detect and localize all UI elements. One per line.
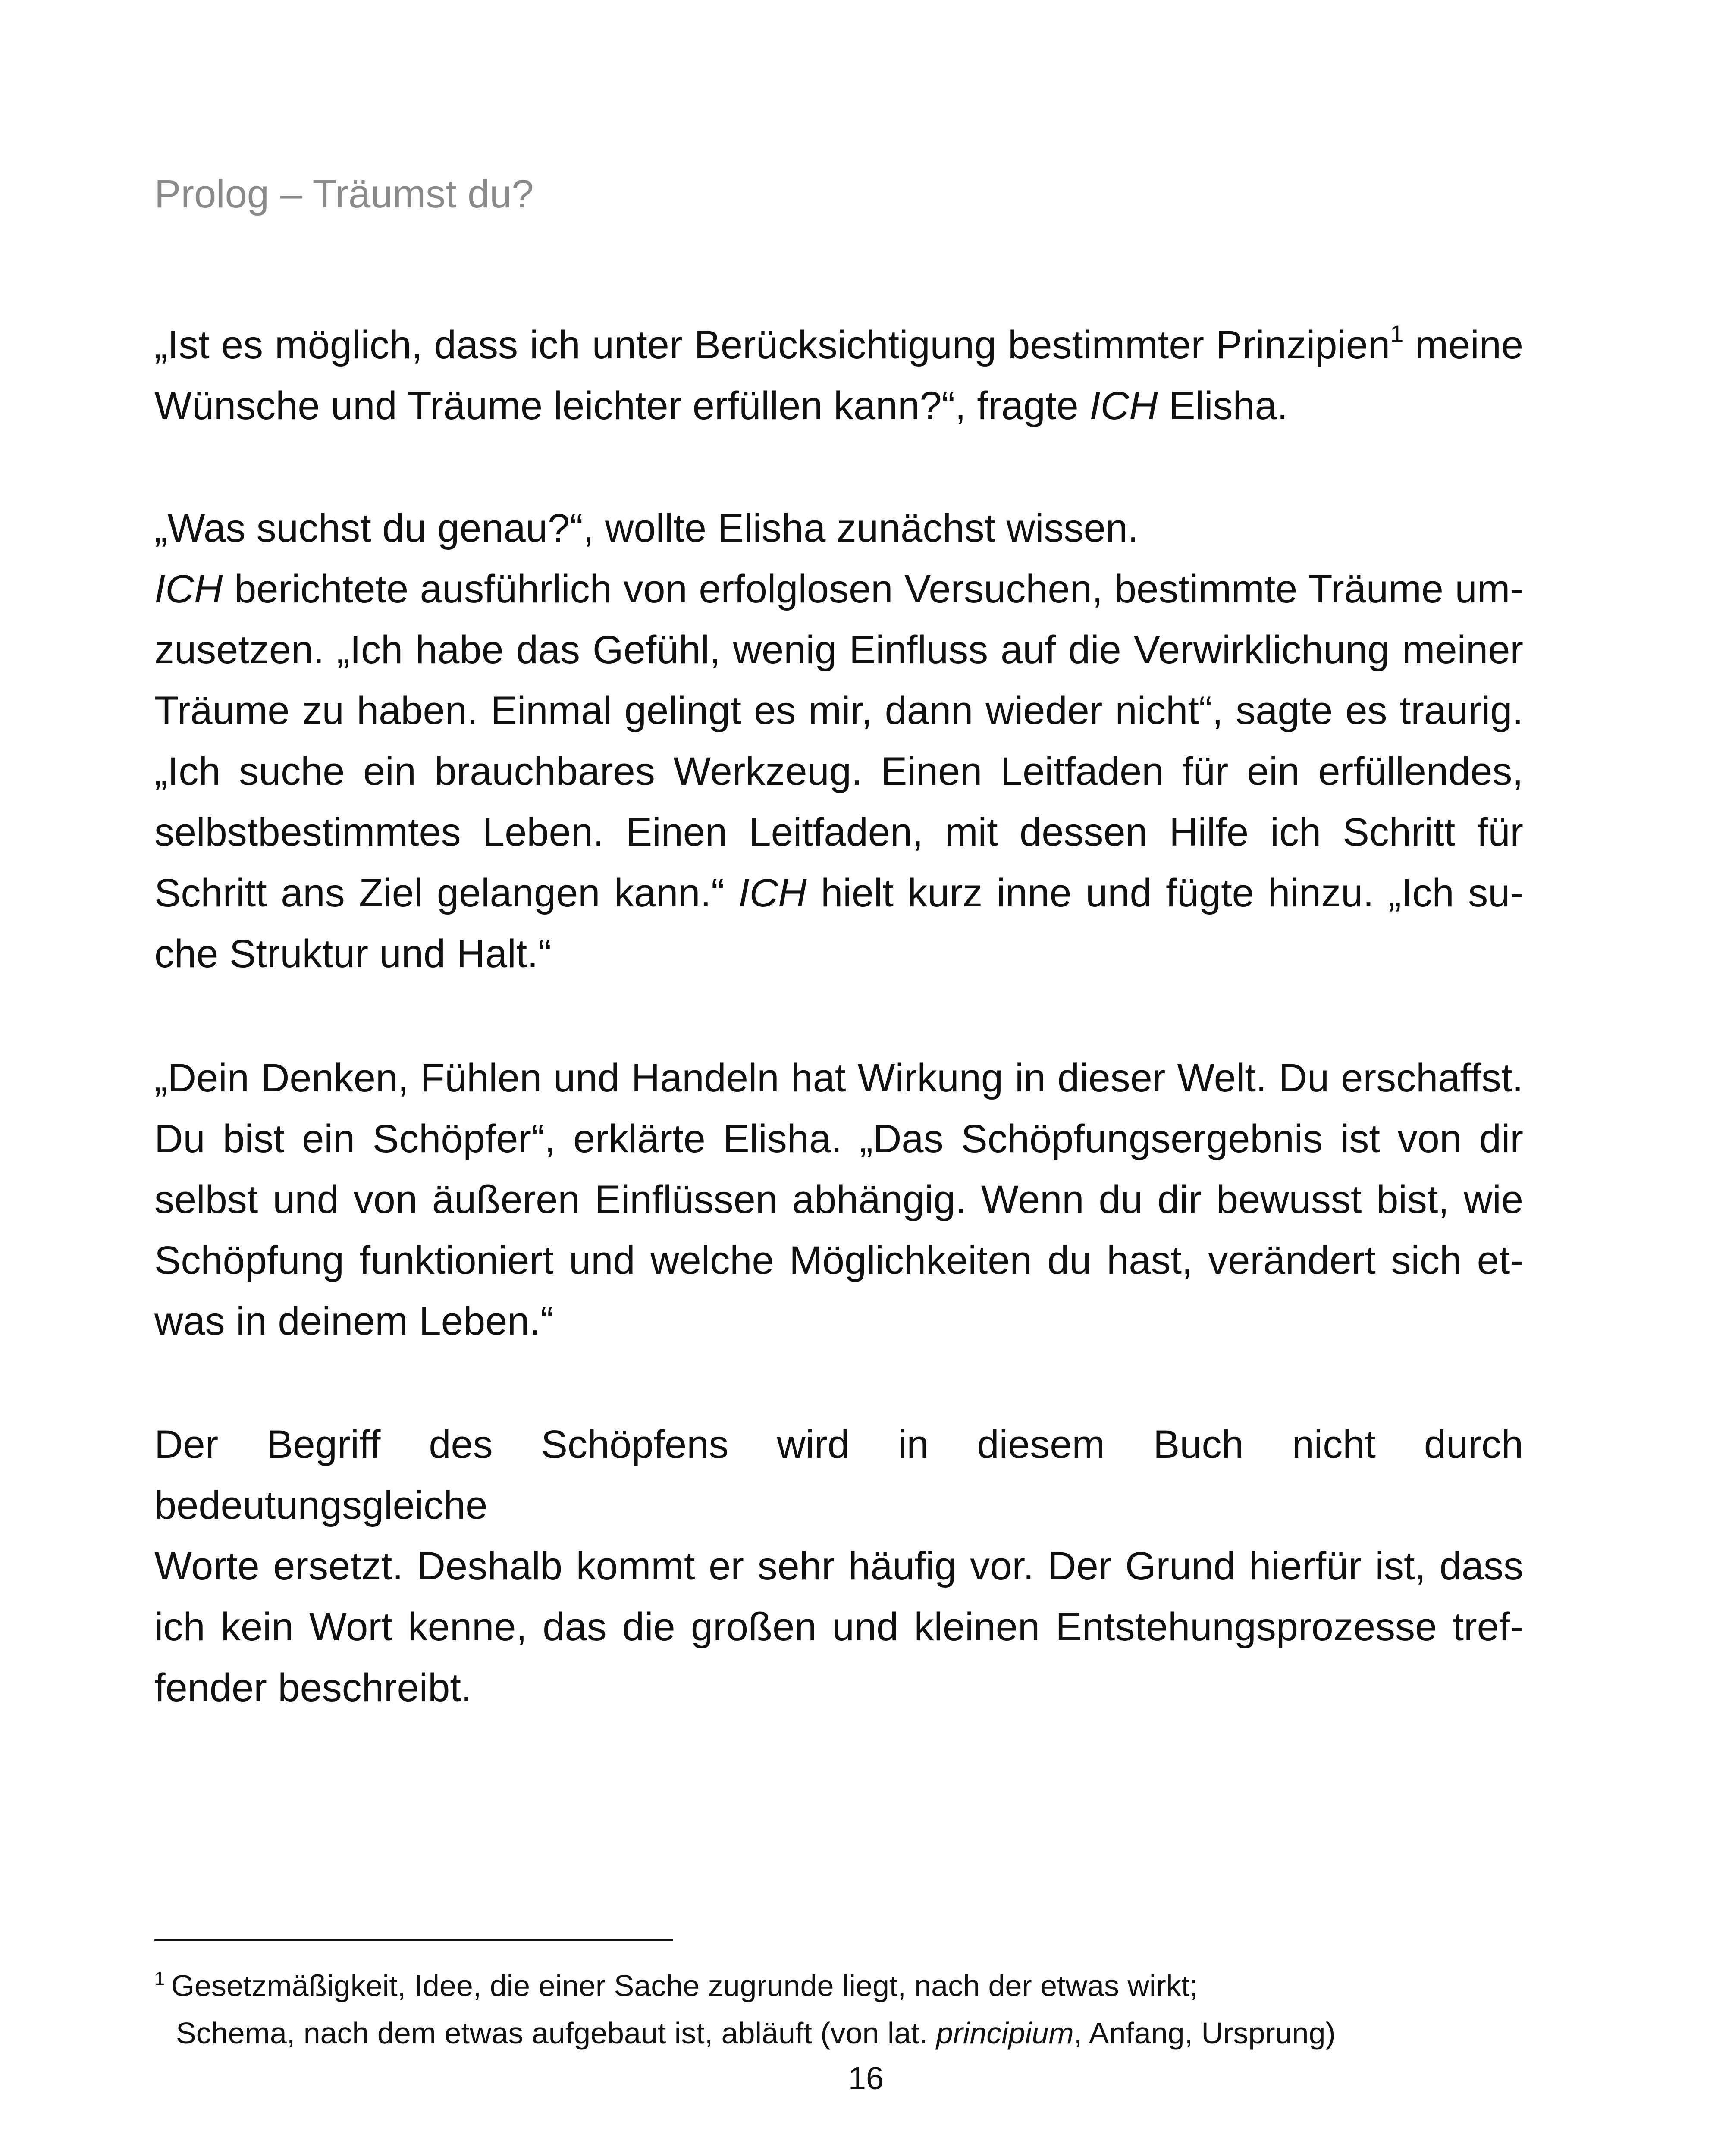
text-line: „Was suchst du genau?“, wollte Elisha zunächst wissen. [154, 506, 1139, 550]
page-number: 16 [848, 2060, 884, 2096]
text-line: „Dein Denken, Fühlen und Handeln hat Wirkung in dieser Welt. Du erschaffst. [154, 1056, 1523, 1100]
footnote [154, 1964, 1534, 2055]
footnote-reference: 1 [1390, 320, 1404, 348]
text-line: Träume zu haben. Einmal gelingt es mir, dann wieder nicht“, sagte es traurig. [154, 689, 1523, 733]
text-line: Schritt ans Ziel gelangen kann.“ ICH hielt kurz inne und fügte hinzu. „Ich su- [154, 871, 1523, 915]
paragraph-4 [154, 1414, 1523, 1718]
text-line: was in deinem Leben.“ [154, 1299, 554, 1343]
paragraph-2 [154, 498, 1523, 984]
emphasis-ich: ICH [1089, 384, 1158, 428]
text-line: Der Begriff des Schöpfens wird in diesem Buch nicht durch bedeutungsgleiche [154, 1423, 1523, 1527]
emphasis-ich: ICH [738, 871, 807, 915]
text-line: Du bist ein Schöpfer“, erklärte Elisha. „Das Schöpfungsergebnis ist von dir [154, 1117, 1523, 1161]
text-line: selbst und von äußeren Einflüssen abhängig. Wenn du dir bewusst bist, wie [154, 1178, 1523, 1222]
chapter-header: Prolog – Träumst du? [154, 172, 534, 216]
footnote-line-1: $^1$ Gesetzmäßigkeit, Idee, die einer Sache zugrunde liegt, nach der etwas wirkt; [154, 1968, 1198, 2002]
emphasis-ich: ICH [154, 567, 223, 611]
text-line: Schöpfung funktioniert und welche Möglichkeiten du hast, verändert sich et- [154, 1238, 1523, 1282]
text-line: Wünsche und Träume leichter erfüllen kann?“, fragte ICH Elisha. [154, 384, 1288, 428]
footnote-line-2: Schema, nach dem etwas aufgebaut ist, abläuft (von lat. principium, Anfang, Ursprung) [176, 2016, 1336, 2050]
paragraph-3 [154, 1048, 1523, 1352]
text-line: ich kein Wort kenne, das die großen und kleinen Entstehungsprozesse tref- [154, 1605, 1523, 1649]
text-line: zusetzen. „Ich habe das Gefühl, wenig Einfluss auf die Verwirklichung meiner [154, 628, 1523, 672]
footnote-divider [154, 1939, 673, 1941]
text-line: ICH berichtete ausführlich von erfolglosen Versuchen, bestimmte Träume um- [154, 567, 1523, 611]
text-line: selbstbestimmtes Leben. Einen Leitfaden, mit dessen Hilfe ich Schritt für [154, 810, 1523, 854]
text-line: fender beschreibt. [154, 1666, 472, 1710]
text-line: Worte ersetzt. Deshalb kommt er sehr häufig vor. Der Grund hierfür ist, dass [154, 1544, 1523, 1588]
paragraph-1 [154, 315, 1523, 436]
text-line: che Struktur und Halt.“ [154, 932, 552, 976]
footnote-marker: 1 [154, 1968, 165, 1989]
text-line: „Ist es möglich, dass ich unter Berücksichtigung bestimmter Prinzipien$^1$ meine [154, 320, 1523, 367]
text-line: „Ich suche ein brauchbares Werkzeug. Einen Leitfaden für ein erfüllendes, [154, 749, 1523, 793]
